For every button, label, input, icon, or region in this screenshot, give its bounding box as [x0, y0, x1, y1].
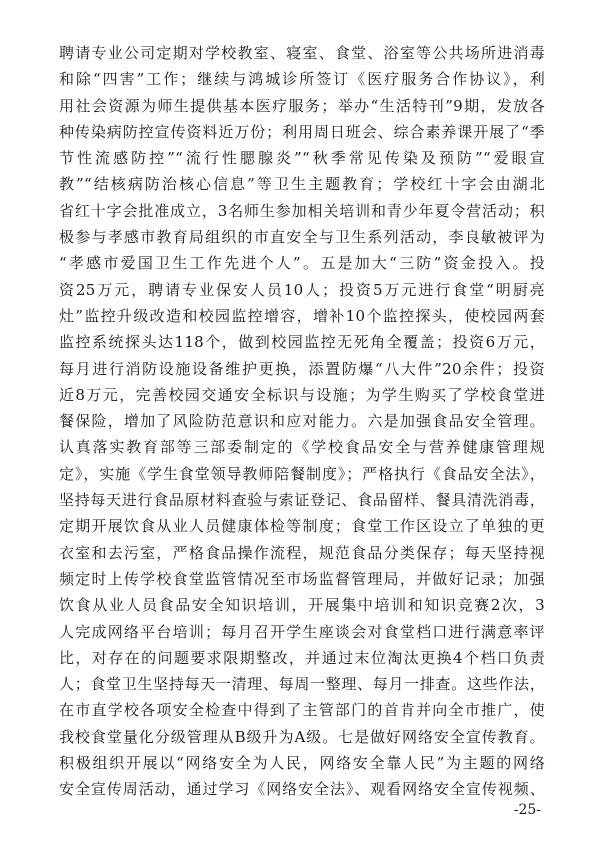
text-line: 聘请专业公司定期对学校教室、寝室、食堂、浴室等公共场所进消毒: [59, 44, 545, 62]
text-line: 衣室和去污室，严格食品操作流程，规范食品分类保存；每天坚持视: [59, 543, 545, 562]
text-line: 积极组织开展以“网络安全为人民，网络安全靠人民”为主题的网络: [59, 754, 545, 773]
text-line: 比，对存在的问题要求限期整改，并通过末位淘汰更换4个档口负责: [59, 648, 545, 667]
text-line: 教”“结核病防治核心信息”等卫生主题教育；学校红十字会由湖北: [59, 175, 545, 194]
text-line: 饮食从业人员食品安全知识培训，开展集中培训和知识竞赛2次，3: [59, 596, 545, 615]
text-line: 和除“四害”工作；继续与鸿城诊所签订《医疗服务合作协议》，利: [59, 70, 545, 89]
text-line: 省红十字会批准成立，3名师生参加相关培训和青少年夏令营活动；积: [59, 201, 545, 220]
text-line: 认真落实教育部等三部委制定的《学校食品安全与营养健康管理规: [59, 438, 545, 457]
text-line: 频定时上传学校食堂监管情况至市场监督管理局，并做好记录；加强: [59, 569, 545, 588]
page-number: -25-: [513, 802, 541, 818]
text-line: 每月进行消防设施设备维护更换，添置防爆“八大件”20余件；投资: [59, 359, 545, 378]
text-line: 定期开展饮食从业人员健康体检等制度；食堂工作区设立了单独的更: [59, 517, 545, 536]
text-line: “孝感市爱国卫生工作先进个人”。五是加大“三防”资金投入。投: [59, 254, 545, 273]
text-line: 定》，实施《学生食堂领导教师陪餐制度》；严格执行《食品安全法》，: [59, 464, 545, 483]
text-line: 安全宣传周活动，通过学习《网络安全法》、观看网络安全宣传视频、: [59, 780, 545, 799]
text-line: 节性流感防控”“流行性腮腺炎”“秋季常见传染及预防”“爱眼宣: [59, 149, 545, 168]
text-line: 坚持每天进行食品原材料查验与索证登记、食品留样、餐具清洗消毒，: [59, 491, 545, 510]
text-line: 餐保险，增加了风险防范意识和应对能力。六是加强食品安全管理。: [59, 412, 545, 431]
text-line: 用社会资源为师生提供基本医疗服务；举办“生活特刊”9期，发放各: [59, 96, 545, 115]
text-line: 人；食堂卫生坚持每天一清理、每周一整理、每月一排查。这些作法，: [59, 675, 545, 694]
text-line: 我校食堂量化分级管理从B级升为A级。七是做好网络安全宣传教育。: [59, 727, 545, 746]
text-line: 近8万元，完善校园交通安全标识与设施；为学生购买了学校食堂进: [59, 385, 545, 404]
text-line: 在市直学校各项安全检查中得到了主管部门的首肯并向全市推广，使: [59, 701, 545, 720]
text-line: 监控系统探头达118个，做到校园监控无死角全覆盖；投资6万元，: [59, 333, 545, 352]
text-line: 灶”监控升级改造和校园监控增容，增补10个监控探头，使校园两套: [59, 306, 545, 325]
text-line: 资25万元，聘请专业保安人员10人；投资5万元进行食堂“明厨亮: [59, 280, 545, 299]
text-line: 人完成网络平台培训；每月召开学生座谈会对食堂档口进行满意率评: [59, 622, 545, 641]
body-text: [59, 40, 545, 803]
text-line: 种传染病防控宣传资料近万份；利用周日班会、综合素养课开展了“季: [59, 122, 545, 141]
text-line: 极参与孝感市教育局组织的市直安全与卫生系列活动，李良敏被评为: [59, 228, 545, 247]
